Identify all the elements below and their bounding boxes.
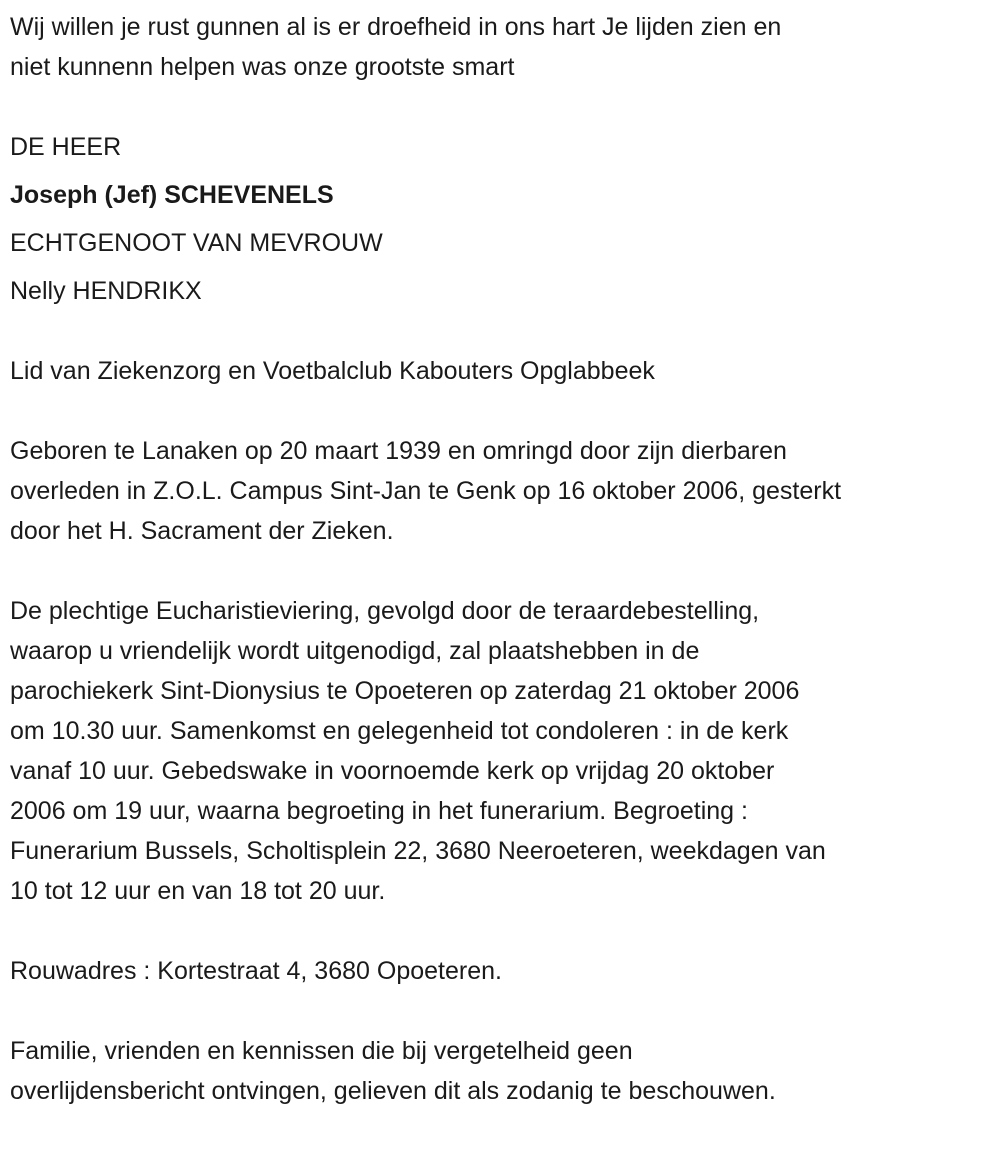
text-line: overleden in Z.O.L. Campus Sint-Jan te Genk op 16 oktober 2006, gesterkt <box>10 477 842 505</box>
text-line: om 10.30 uur. Samenkomst en gelegenheid tot condoleren : in de kerk <box>10 717 789 745</box>
text-line: niet kunnenn helpen was onze grootste smart <box>10 53 515 81</box>
title-prefix: DE HEER <box>10 133 122 161</box>
poem-paragraph <box>10 7 1000 87</box>
text-line: De plechtige Eucharistieviering, gevolgd door de teraardebestelling, <box>10 597 760 625</box>
text-line: Wij willen je rust gunnen al is er droefheid in ons hart Je lijden zien en <box>10 13 782 41</box>
text-line: Funerarium Bussels, Scholtisplein 22, 3680 Neeroeteren, weekdagen van <box>10 837 826 865</box>
text-line: parochiekerk Sint-Dionysius te Opoeteren op zaterdag 21 oktober 2006 <box>10 677 800 705</box>
text-line: overlijdensbericht ontvingen, gelieven dit als zodanig te beschouwen. <box>10 1077 776 1105</box>
text-line: Familie, vrienden en kennissen die bij vergetelheid geen <box>10 1037 633 1065</box>
ceremony-paragraph <box>10 591 1000 911</box>
text-line: Lid van Ziekenzorg en Voetbalclub Kabouters Opglabbeek <box>10 357 655 385</box>
spouse-name: Nelly HENDRIKX <box>10 277 202 305</box>
name-block <box>10 127 1000 319</box>
text-line: 10 tot 12 uur en van 18 tot 20 uur. <box>10 877 386 905</box>
text-line: vanaf 10 uur. Gebedswake in voornoemde kerk op vrijdag 20 oktober <box>10 757 775 785</box>
birth-death-paragraph <box>10 431 1000 551</box>
text-line: door het H. Sacrament der Zieken. <box>10 517 394 545</box>
deceased-name: Joseph (Jef) SCHEVENELS <box>10 181 334 209</box>
text-line: Geboren te Lanaken op 20 maart 1939 en omringd door zijn dierbaren <box>10 437 787 465</box>
text-line: waarop u vriendelijk wordt uitgenodigd, zal plaatshebben in de <box>10 637 700 665</box>
spouse-label: ECHTGENOOT VAN MEVROUW <box>10 229 383 257</box>
obituary-document <box>10 7 1000 1151</box>
text-line: Rouwadres : Kortestraat 4, 3680 Opoeteren. <box>10 957 502 985</box>
closing-paragraph <box>10 1031 1000 1111</box>
membership-paragraph <box>10 351 1000 391</box>
text-line: 2006 om 19 uur, waarna begroeting in het funerarium. Begroeting : <box>10 797 748 825</box>
address-paragraph <box>10 951 1000 991</box>
